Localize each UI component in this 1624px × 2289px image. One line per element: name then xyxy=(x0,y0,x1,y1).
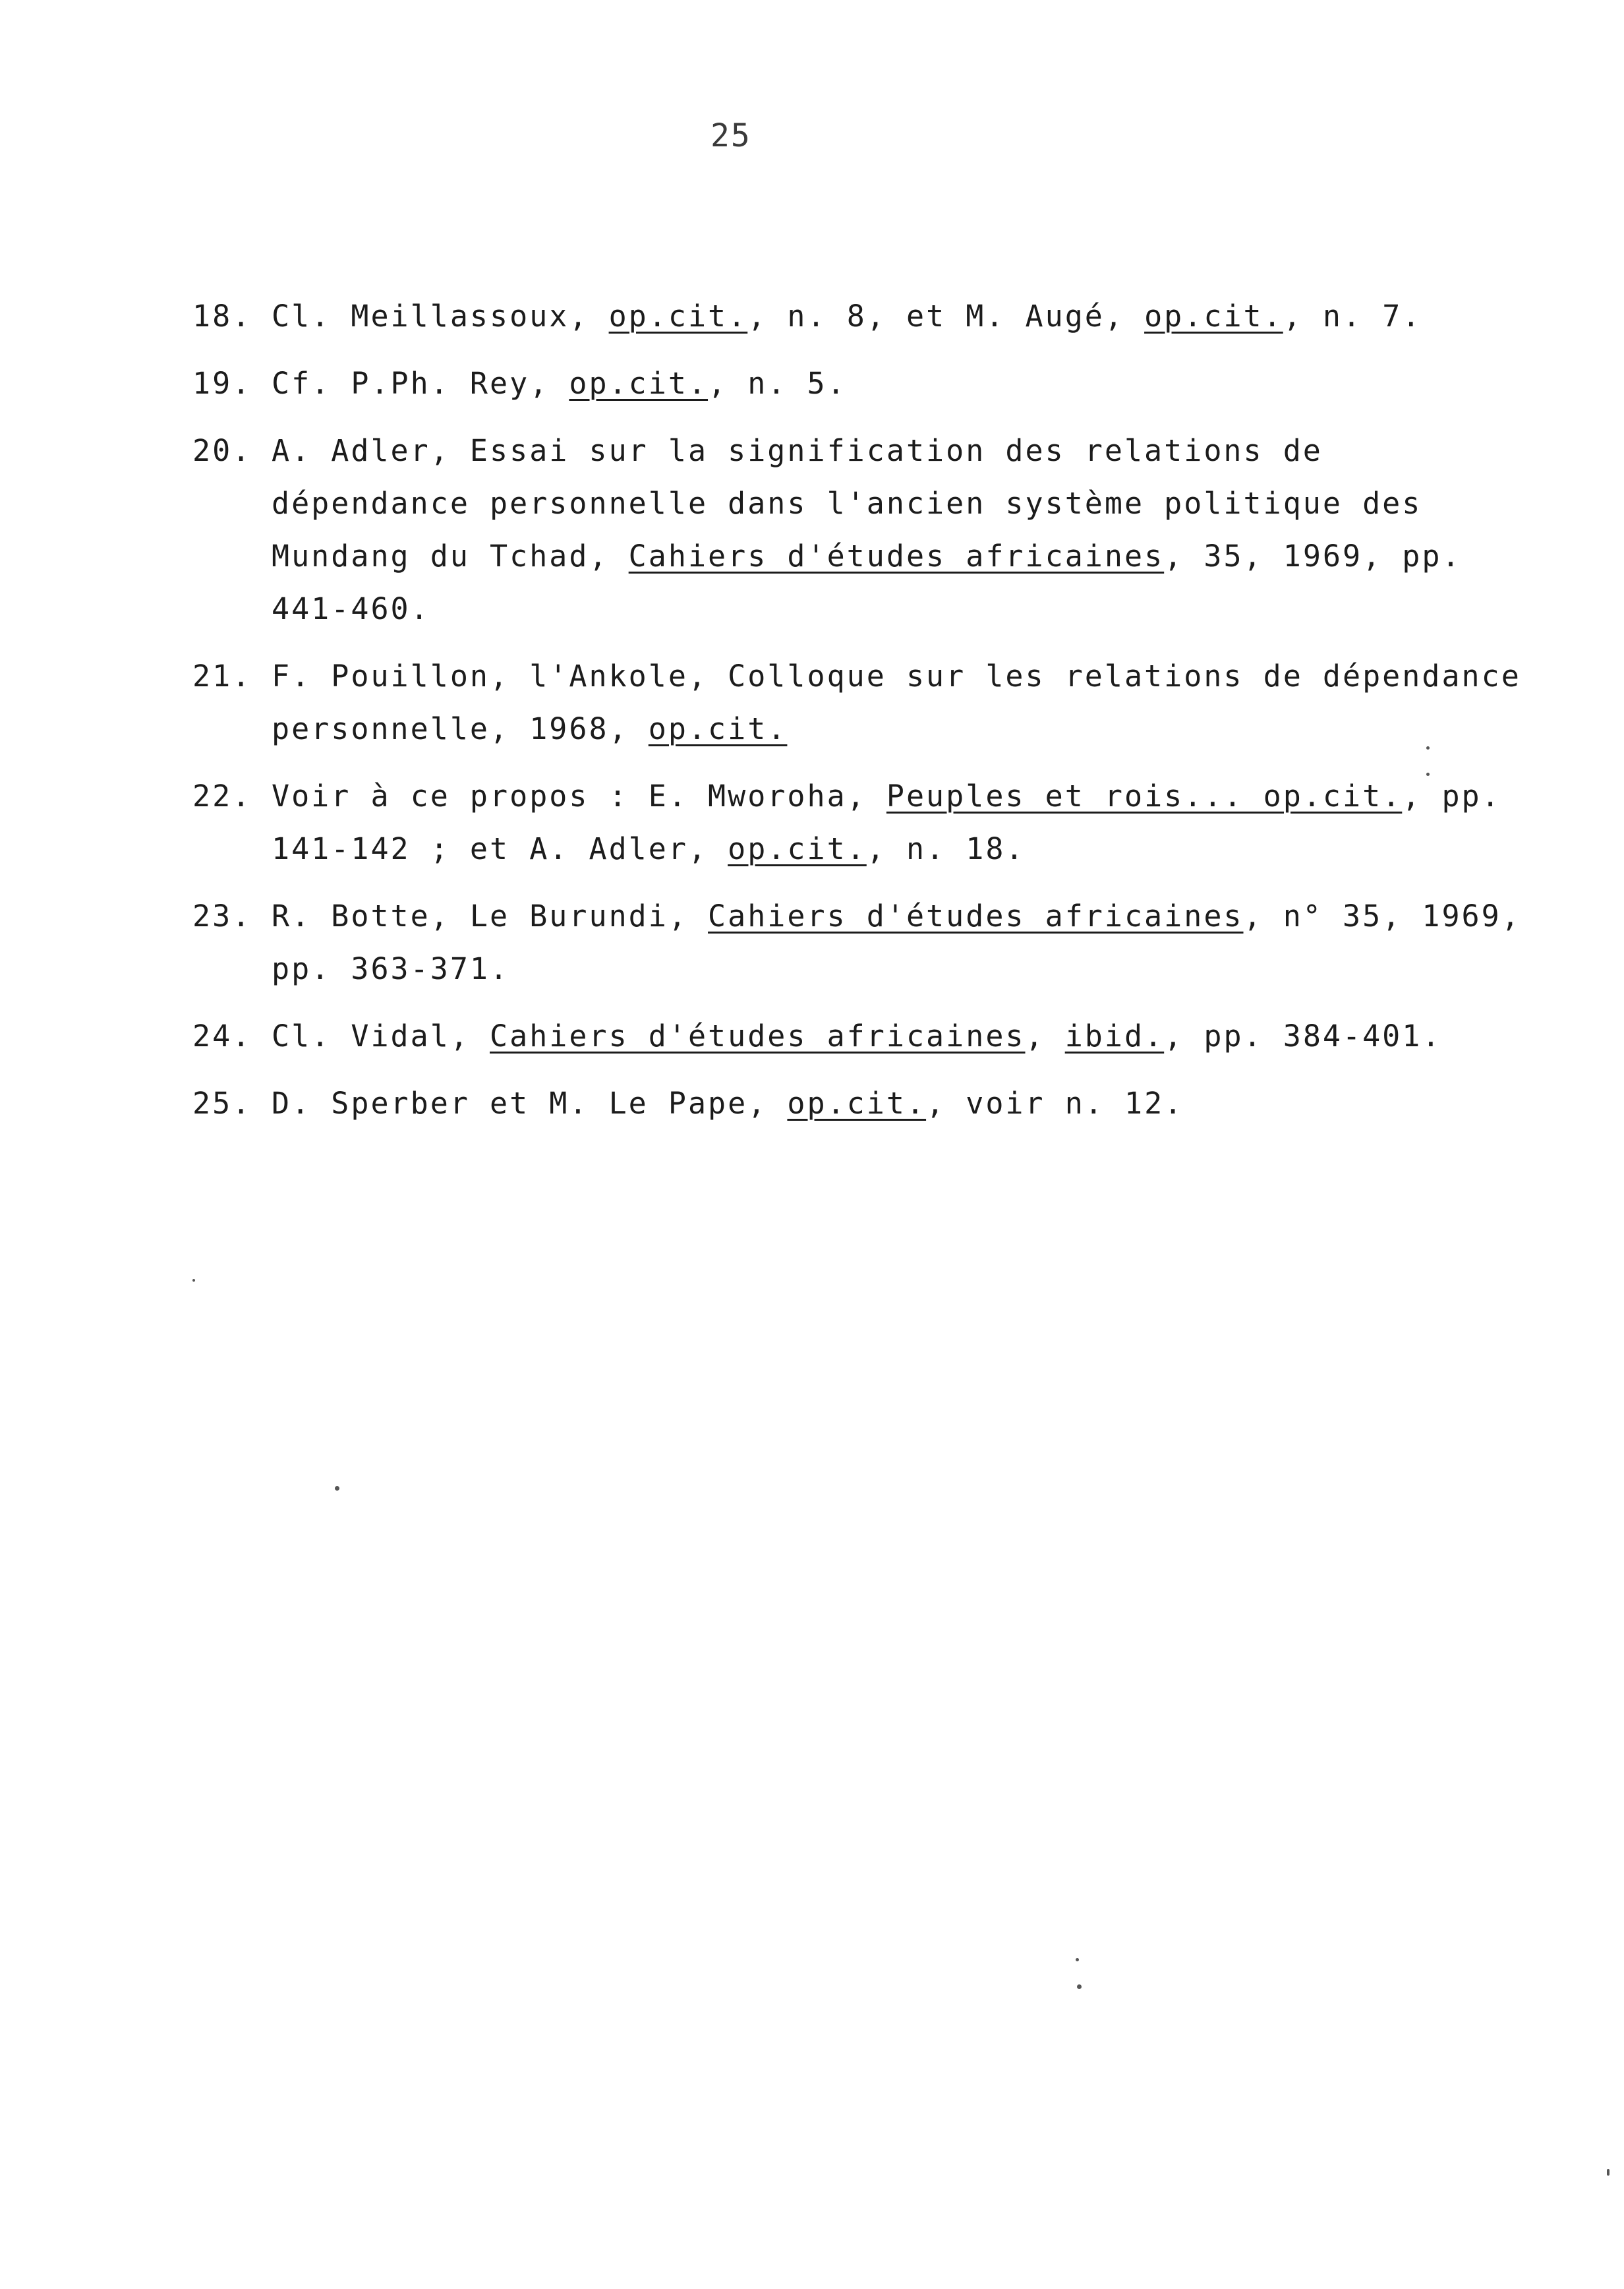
cited-title: op.cit. xyxy=(608,299,748,334)
footnote-number: 25. xyxy=(192,1086,252,1121)
footnote-number: 23. xyxy=(192,899,252,934)
scan-speck xyxy=(1426,746,1430,750)
footnote-text-run: A. Adler, Essai sur la signification des relations de dépendance personnelle dans l'ancien système politique des Mundang du Tchad, xyxy=(272,433,1422,574)
footnote-23 xyxy=(192,890,1524,996)
footnote-text-run: Cf. P.Ph. Rey, xyxy=(272,366,569,401)
footnote-text-run: , pp. 141-142 ; et A. Adler, xyxy=(272,779,1501,866)
footnote-text-run: , n. 7. xyxy=(1283,299,1422,334)
footnote-22 xyxy=(192,770,1524,876)
page-number: 25 xyxy=(710,117,751,154)
footnote-text-run: D. Sperber et M. Le Pape, xyxy=(272,1086,788,1121)
cited-title: op.cit. xyxy=(648,711,788,746)
cited-title: Cahiers d'études africaines xyxy=(490,1019,1026,1054)
scan-speck xyxy=(1076,1958,1079,1961)
footnote-24 xyxy=(192,1010,1524,1063)
footnote-text-run: , 35, 1969, pp. 441-460. xyxy=(272,539,1462,626)
footnote-text xyxy=(272,433,1462,626)
footnote-text-run: Voir à ce propos : E. Mworoha, xyxy=(272,779,886,814)
footnote-text-run: Cl. Meillassoux, xyxy=(272,299,609,334)
footnote-list xyxy=(192,290,1524,1144)
cited-title: op.cit. xyxy=(787,1086,927,1121)
cited-title: op.cit. xyxy=(569,366,709,401)
footnote-text xyxy=(272,659,1521,746)
footnote-18 xyxy=(192,290,1524,343)
footnote-25 xyxy=(192,1077,1524,1130)
scan-speck xyxy=(1426,773,1430,776)
footnote-text-run: Cl. Vidal, xyxy=(272,1019,490,1054)
footnote-text-run: F. Pouillon, l'Ankole, Colloque sur les relations de dépendance personnelle, 1968, xyxy=(272,659,1521,746)
footnote-number: 22. xyxy=(192,779,252,814)
footnote-number: 20. xyxy=(192,433,252,468)
footnote-text xyxy=(272,899,1521,986)
footnote-19 xyxy=(192,357,1524,410)
footnote-text-run: , n° 35, 1969, pp. 363-371. xyxy=(272,899,1521,986)
scan-speck xyxy=(1077,1984,1082,1989)
footnote-text-run: , pp. 384-401. xyxy=(1164,1019,1442,1054)
cited-title: op.cit. xyxy=(728,831,867,866)
footnote-text xyxy=(272,366,847,401)
scan-speck xyxy=(192,1279,195,1282)
cited-title: Peuples et rois... op.cit. xyxy=(886,779,1403,814)
scan-speck xyxy=(1607,2169,1610,2176)
footnote-21 xyxy=(192,650,1524,756)
footnote-20 xyxy=(192,425,1524,636)
footnote-text-run: , n. 18. xyxy=(866,831,1026,866)
footnote-text xyxy=(272,779,1501,866)
footnote-text-run: , xyxy=(1025,1019,1065,1054)
cited-title: op.cit. xyxy=(1144,299,1283,334)
footnote-text-run: , n. 5. xyxy=(708,366,847,401)
cited-title: Cahiers d'études africaines xyxy=(628,539,1165,574)
footnote-text xyxy=(272,1019,1441,1054)
footnote-text xyxy=(272,299,1422,334)
footnote-text-run: , n. 8, et M. Augé, xyxy=(747,299,1145,334)
footnote-text xyxy=(272,1086,1184,1121)
cited-title: ibid. xyxy=(1064,1019,1165,1054)
cited-title: Cahiers d'études africaines xyxy=(708,899,1244,934)
scan-speck xyxy=(335,1486,339,1491)
footnote-number: 18. xyxy=(192,299,252,334)
footnote-number: 19. xyxy=(192,366,252,401)
footnote-text-run: R. Botte, Le Burundi, xyxy=(272,899,709,934)
footnote-number: 24. xyxy=(192,1019,252,1054)
footnote-text-run: , voir n. 12. xyxy=(926,1086,1184,1121)
footnote-number: 21. xyxy=(192,659,252,694)
